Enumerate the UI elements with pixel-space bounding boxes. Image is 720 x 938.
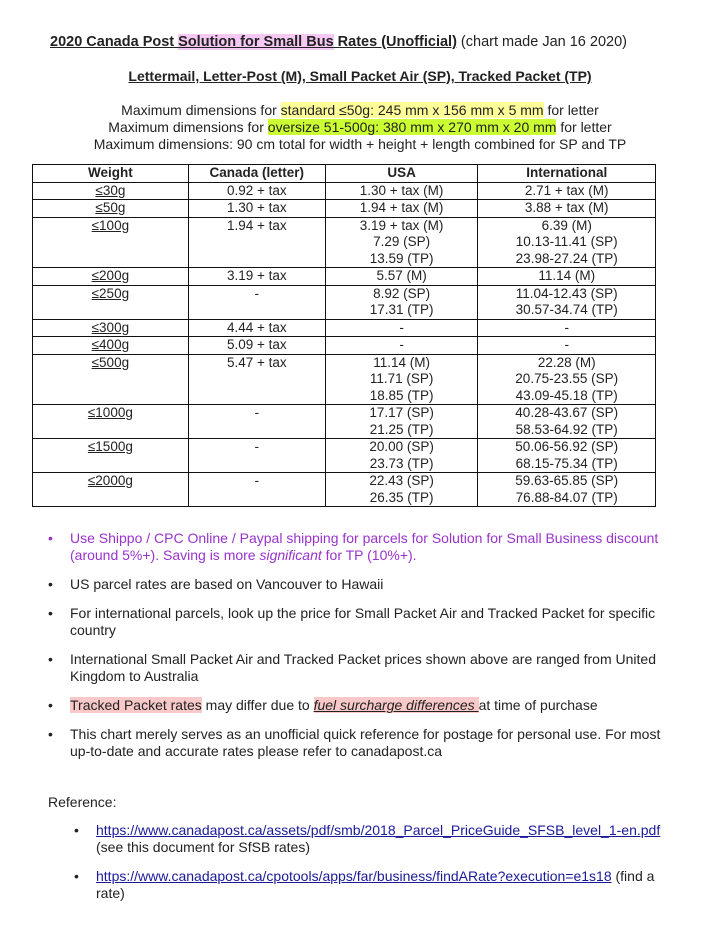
bullet-icon: • xyxy=(48,605,53,621)
rate-value: 20.75-23.55 (SP) xyxy=(515,371,619,386)
cell-canada xyxy=(188,354,325,405)
title-part2: Rates (Unofficial) xyxy=(333,34,457,50)
rates-table-body xyxy=(33,182,656,507)
cell-weight: ≤50g xyxy=(33,200,189,218)
rate-value: - xyxy=(399,337,404,352)
title-part1: 2020 Canada Post xyxy=(50,34,179,50)
table-row xyxy=(33,182,656,200)
cell-intl xyxy=(478,285,656,319)
bullet-icon: • xyxy=(74,868,79,884)
cell-intl xyxy=(478,405,656,439)
note1-italic: significant xyxy=(259,547,322,563)
rate-value: 40.28-43.67 (SP) xyxy=(515,405,619,420)
cell-weight: ≤30g xyxy=(33,182,189,200)
table-row xyxy=(33,319,656,337)
rate-value: 23.98-27.24 (TP) xyxy=(515,250,618,266)
dimension-line-oversize xyxy=(0,119,720,136)
rate-value: - xyxy=(254,285,260,301)
title-note: (chart made Jan 16 2020) xyxy=(456,34,627,50)
bullet-icon: • xyxy=(48,697,53,713)
rate-value: 76.88-84.07 (TP) xyxy=(515,489,618,505)
rate-value: 6.39 (M) xyxy=(541,217,592,233)
cell-usa xyxy=(325,319,478,337)
cell-usa xyxy=(325,182,478,200)
rate-value: 11.14 (M) xyxy=(373,354,430,370)
table-row xyxy=(33,217,656,268)
cell-usa xyxy=(325,268,478,286)
rate-value: 3.19 + tax xyxy=(226,268,287,283)
header-weight: Weight xyxy=(33,165,189,183)
bullet-icon: • xyxy=(48,530,53,546)
table-row xyxy=(33,285,656,319)
rate-value: 5.09 + tax xyxy=(226,337,287,352)
cell-intl xyxy=(478,473,656,507)
reference-note: (see this document for SfSB rates) xyxy=(96,839,310,855)
cell-usa xyxy=(325,439,478,473)
rate-value: 11.14 (M) xyxy=(538,268,596,283)
dimension-line-standard xyxy=(0,102,720,119)
rate-value: 11.71 (SP) xyxy=(369,371,434,386)
reference-note: (find a rate) xyxy=(96,868,655,901)
cell-usa xyxy=(325,354,478,405)
header-canada: Canada (letter) xyxy=(188,165,325,183)
dim1-suffix: for letter xyxy=(543,102,599,118)
reference-list xyxy=(74,822,674,914)
cell-weight: ≤200g xyxy=(33,268,189,286)
rate-value: 1.94 + tax xyxy=(226,217,287,233)
bullet-icon: • xyxy=(74,822,79,838)
rate-value: 8.92 (SP) xyxy=(373,285,431,301)
cell-canada xyxy=(188,217,325,268)
note5-mid: may differ due to xyxy=(201,697,314,713)
note5-highlight: Tracked Packet rates xyxy=(70,697,202,713)
rate-value: 22.43 (SP) xyxy=(369,473,434,488)
table-row xyxy=(33,200,656,218)
rate-value: 30.57-34.74 (TP) xyxy=(515,302,618,317)
rate-value: 17.31 (TP) xyxy=(369,302,434,317)
rate-value: 11.04-12.43 (SP) xyxy=(515,285,618,301)
table-row xyxy=(33,405,656,439)
header-international: International xyxy=(478,165,656,183)
cell-usa xyxy=(325,285,478,319)
rate-value: 1.94 + tax (M) xyxy=(359,200,444,215)
note4-text: International Small Packet Air and Tracked Packet prices shown above are ranged from United Kingdom to Australia xyxy=(70,651,656,684)
reference-label: Reference: xyxy=(48,794,117,810)
cell-canada xyxy=(188,405,325,439)
cell-weight: ≤300g xyxy=(33,319,189,337)
dimension-line-parcel: Maximum dimensions: 90 cm total for width + height + length combined for SP and TP xyxy=(93,136,627,152)
dimensions-block xyxy=(0,102,720,153)
dim1-prefix: Maximum dimensions for xyxy=(121,102,281,118)
rate-value: 3.88 + tax (M) xyxy=(524,200,609,215)
cell-usa xyxy=(325,200,478,218)
bullet-icon: • xyxy=(48,576,53,592)
note-discount xyxy=(48,530,668,564)
rate-value: 1.30 + tax (M) xyxy=(359,182,444,198)
dim2-prefix: Maximum dimensions for xyxy=(108,119,268,135)
rate-value: 58.53-64.92 (TP) xyxy=(515,421,618,437)
dim2-highlight: oversize 51-500g: 380 mm x 270 mm x 20 mm xyxy=(267,119,557,135)
note-tracked-packet xyxy=(48,697,668,714)
cell-intl xyxy=(478,337,656,355)
cell-weight: ≤1500g xyxy=(33,439,189,473)
table-row xyxy=(33,354,656,405)
cell-canada xyxy=(188,285,325,319)
note5-emphasis: fuel surcharge differences xyxy=(313,697,479,713)
title-highlight: Solution for Small Bus xyxy=(178,34,334,50)
cell-weight: ≤500g xyxy=(33,354,189,405)
table-row xyxy=(33,473,656,507)
cell-usa xyxy=(325,473,478,507)
cell-weight: ≤1000g xyxy=(33,405,189,439)
dim1-highlight: standard ≤50g: 245 mm x 156 mm x 5 mm xyxy=(280,102,544,118)
rate-value: 17.17 (SP) xyxy=(369,405,434,420)
cell-usa xyxy=(325,217,478,268)
cell-intl xyxy=(478,268,656,286)
note-disclaimer xyxy=(48,726,668,760)
rate-value: 5.57 (M) xyxy=(376,268,427,283)
bullet-icon: • xyxy=(48,726,53,742)
rates-table xyxy=(32,164,656,507)
rate-value: - xyxy=(254,405,260,420)
cell-intl xyxy=(478,354,656,405)
cell-canada xyxy=(188,182,325,200)
reference-item xyxy=(74,822,674,856)
note2-text: US parcel rates are based on Vancouver to Hawaii xyxy=(70,576,384,592)
cell-canada xyxy=(188,200,325,218)
rate-value: 10.13-11.41 (SP) xyxy=(515,234,618,249)
rate-value: 50.06-56.92 (SP) xyxy=(515,439,619,454)
cell-canada xyxy=(188,337,325,355)
cell-canada xyxy=(188,439,325,473)
rate-value: - xyxy=(254,439,260,454)
reference-link-find-rate[interactable]: https://www.canadapost.ca/cpotools/apps/far/business/findARate?execution=e1s18 xyxy=(96,868,612,884)
cell-intl xyxy=(478,439,656,473)
rate-value: 59.63-65.85 (SP) xyxy=(515,473,619,488)
note6-text: This chart merely serves as an unofficial quick reference for postage for personal use. For most up-to-date and accurate rates please refer to canadapost.ca xyxy=(70,726,661,759)
cell-usa xyxy=(325,337,478,355)
rate-value: 7.29 (SP) xyxy=(373,234,431,249)
cell-weight: ≤400g xyxy=(33,337,189,355)
note1-text: Use Shippo / CPC Online / Paypal shipping for parcels for Solution for Small Business discount (around 5%+). Saving is more xyxy=(70,530,659,563)
rate-value: 18.85 (TP) xyxy=(369,387,434,403)
document-title xyxy=(50,34,627,50)
rate-value: - xyxy=(254,473,260,488)
rate-value: 22.28 (M) xyxy=(537,354,596,370)
note5-end: at time of purchase xyxy=(478,697,598,713)
table-row xyxy=(33,268,656,286)
rate-value: 3.19 + tax (M) xyxy=(359,217,444,233)
rate-value: 26.35 (TP) xyxy=(369,489,434,505)
note-us-rates xyxy=(48,576,668,593)
note1-text-end: for TP (10%+). xyxy=(321,547,417,563)
rate-value: 43.09-45.18 (TP) xyxy=(515,387,618,403)
cell-intl xyxy=(478,182,656,200)
rate-value: 0.92 + tax xyxy=(226,182,287,198)
rate-value: - xyxy=(399,319,404,335)
header-usa: USA xyxy=(325,165,478,183)
table-row xyxy=(33,337,656,355)
subtitle: Lettermail, Letter-Post (M), Small Packet Air (SP), Tracked Packet (TP) xyxy=(128,68,592,84)
rate-value: 2.71 + tax (M) xyxy=(524,182,609,198)
cell-intl xyxy=(478,200,656,218)
reference-item xyxy=(74,868,674,902)
cell-weight: ≤2000g xyxy=(33,473,189,507)
rate-value: - xyxy=(564,337,569,352)
rate-value: 20.00 (SP) xyxy=(369,439,434,454)
cell-canada xyxy=(188,268,325,286)
rate-value: 23.73 (TP) xyxy=(369,455,434,471)
table-header-row xyxy=(33,165,656,183)
rate-value: 5.47 + tax xyxy=(226,354,287,370)
rate-value: 4.44 + tax xyxy=(226,319,287,335)
table-row xyxy=(33,439,656,473)
rate-value: - xyxy=(564,319,569,335)
rate-value: 21.25 (TP) xyxy=(369,421,434,437)
cell-weight: ≤250g xyxy=(33,285,189,319)
rate-value: 68.15-75.34 (TP) xyxy=(515,455,618,471)
rate-value: 13.59 (TP) xyxy=(369,250,434,266)
rate-value: 1.30 + tax xyxy=(226,200,287,215)
cell-intl xyxy=(478,217,656,268)
cell-canada xyxy=(188,319,325,337)
dim2-suffix: for letter xyxy=(556,119,612,135)
reference-link-price-guide[interactable]: https://www.canadapost.ca/assets/pdf/smb/2018_Parcel_PriceGuide_SFSB_level_1-en.pdf xyxy=(96,822,661,838)
cell-usa xyxy=(325,405,478,439)
note3-text: For international parcels, look up the price for Small Packet Air and Tracked Packet for specific country xyxy=(70,605,656,638)
cell-intl xyxy=(478,319,656,337)
cell-canada xyxy=(188,473,325,507)
notes-list xyxy=(48,530,668,772)
note-international-range xyxy=(48,651,668,685)
bullet-icon: • xyxy=(48,651,53,667)
note-international-lookup xyxy=(48,605,668,639)
cell-weight: ≤100g xyxy=(33,217,189,268)
